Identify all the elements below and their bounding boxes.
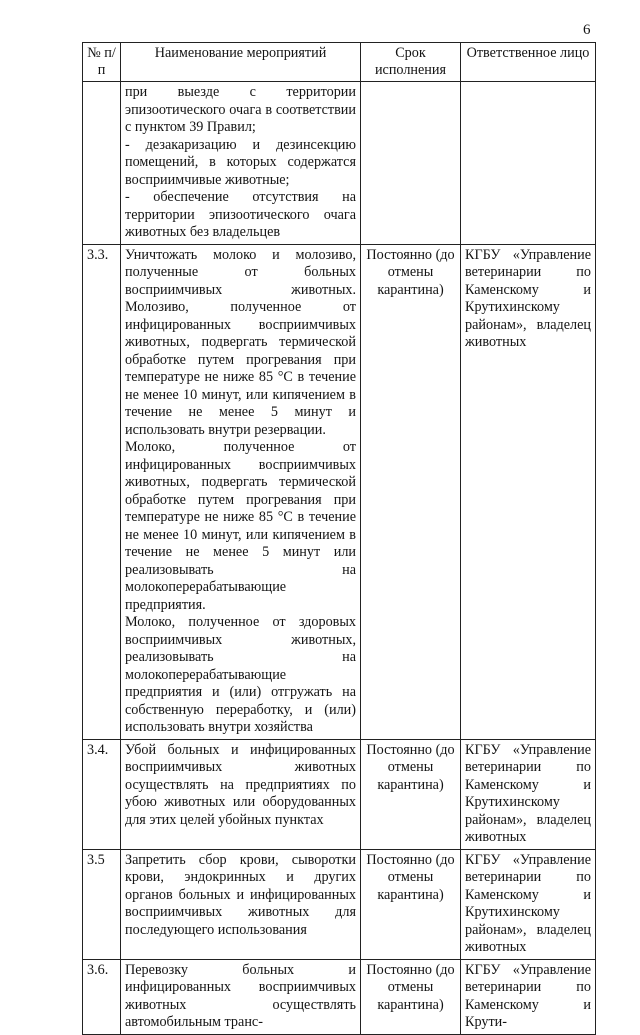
- row-measure: [121, 959, 361, 1034]
- table-row: [83, 739, 596, 849]
- header-name: Наименование мероприятий: [121, 43, 361, 82]
- measure-paragraph: - обеспечение отсутствия на территории эпизоотического очага животных без владельцев: [125, 189, 356, 240]
- table-row: [83, 82, 596, 245]
- row-measure: [121, 739, 361, 849]
- row-deadline: [361, 82, 461, 245]
- row-responsible: КГБУ «Управление ветеринарии по Каменскому и Крутихинскому районам», владелец животных: [461, 244, 596, 739]
- row-deadline: Постоянно (до отмены карантина): [361, 959, 461, 1034]
- row-deadline: Постоянно (до отмены карантина): [361, 849, 461, 959]
- row-measure: [121, 82, 361, 245]
- measure-paragraph: Убой больных и инфицированных восприимчивых животных осуществлять на предприятиях по убою животных или оборудованных для этих целей убойных пунктах: [125, 741, 356, 828]
- measure-paragraph: Молоко, полученное от здоровых восприимчивых животных, реализовывать на молокоперерабатывающие предприятия и (или) отгружать на собственную переработку, и (или) использовать внутри хозяйства: [125, 614, 356, 735]
- measure-paragraph: Уничтожать молоко и молозиво, полученные от больных восприимчивых животных. Молозиво, полученное от инфицированных восприимчивых животных, подвергать термической обработке путем прогревания при температуре не ниже 85 °С в течение не менее 10 минут, или кипячением в течение не менее 5 минут и использовать внутри резервации.: [125, 246, 356, 438]
- row-responsible: КГБУ «Управление ветеринарии по Каменскому и Крутихинскому районам», владелец животных: [461, 849, 596, 959]
- header-num: № п/п: [83, 43, 121, 82]
- table-header-row: [83, 43, 596, 82]
- measure-paragraph: Молоко, полученное от инфицированных восприимчивых животных, подвергать термической обработке путем прогревания при температуре не ниже 85 °С в течение не менее 10 минут, или кипячением в течение не менее 5 минут или реализовывать на молокоперерабатывающие предприятия.: [125, 439, 356, 613]
- row-num: [83, 82, 121, 245]
- row-num: 3.5: [83, 849, 121, 959]
- table-row: [83, 244, 596, 739]
- row-responsible: КГБУ «Управление ветеринарии по Каменскому и Крутихинскому районам», владелец животных: [461, 739, 596, 849]
- header-deadline: Срок исполнения: [361, 43, 461, 82]
- row-measure: [121, 849, 361, 959]
- measure-paragraph: Перевозку больных и инфицированных восприимчивых животных осуществлять автомобильным транс-: [125, 961, 356, 1030]
- table-body: [83, 82, 596, 1035]
- measure-paragraph: при выезде с территории эпизоотического очага в соответствии с пунктом 39 Правил;: [125, 84, 356, 135]
- measure-paragraph: Запретить сбор крови, сыворотки крови, эндокринных и других органов больных и инфицированных восприимчивых животных для последующего использования: [125, 851, 356, 938]
- page-number: 6: [583, 22, 591, 38]
- measure-paragraph: - дезакаризацию и дезинсекцию помещений, в которых содержатся восприимчивые животные;: [125, 136, 356, 188]
- row-responsible: [461, 82, 596, 245]
- table-row: [83, 959, 596, 1034]
- row-deadline: Постоянно (до отмены карантина): [361, 739, 461, 849]
- row-num: 3.3.: [83, 244, 121, 739]
- measures-table: [82, 42, 596, 1035]
- table-row: [83, 849, 596, 959]
- row-num: 3.6.: [83, 959, 121, 1034]
- row-responsible: КГБУ «Управление ветеринарии по Каменскому и Крути-: [461, 959, 596, 1034]
- row-measure: [121, 244, 361, 739]
- header-responsible: Ответственное лицо: [461, 43, 596, 82]
- row-num: 3.4.: [83, 739, 121, 849]
- row-deadline: Постоянно (до отмены карантина): [361, 244, 461, 739]
